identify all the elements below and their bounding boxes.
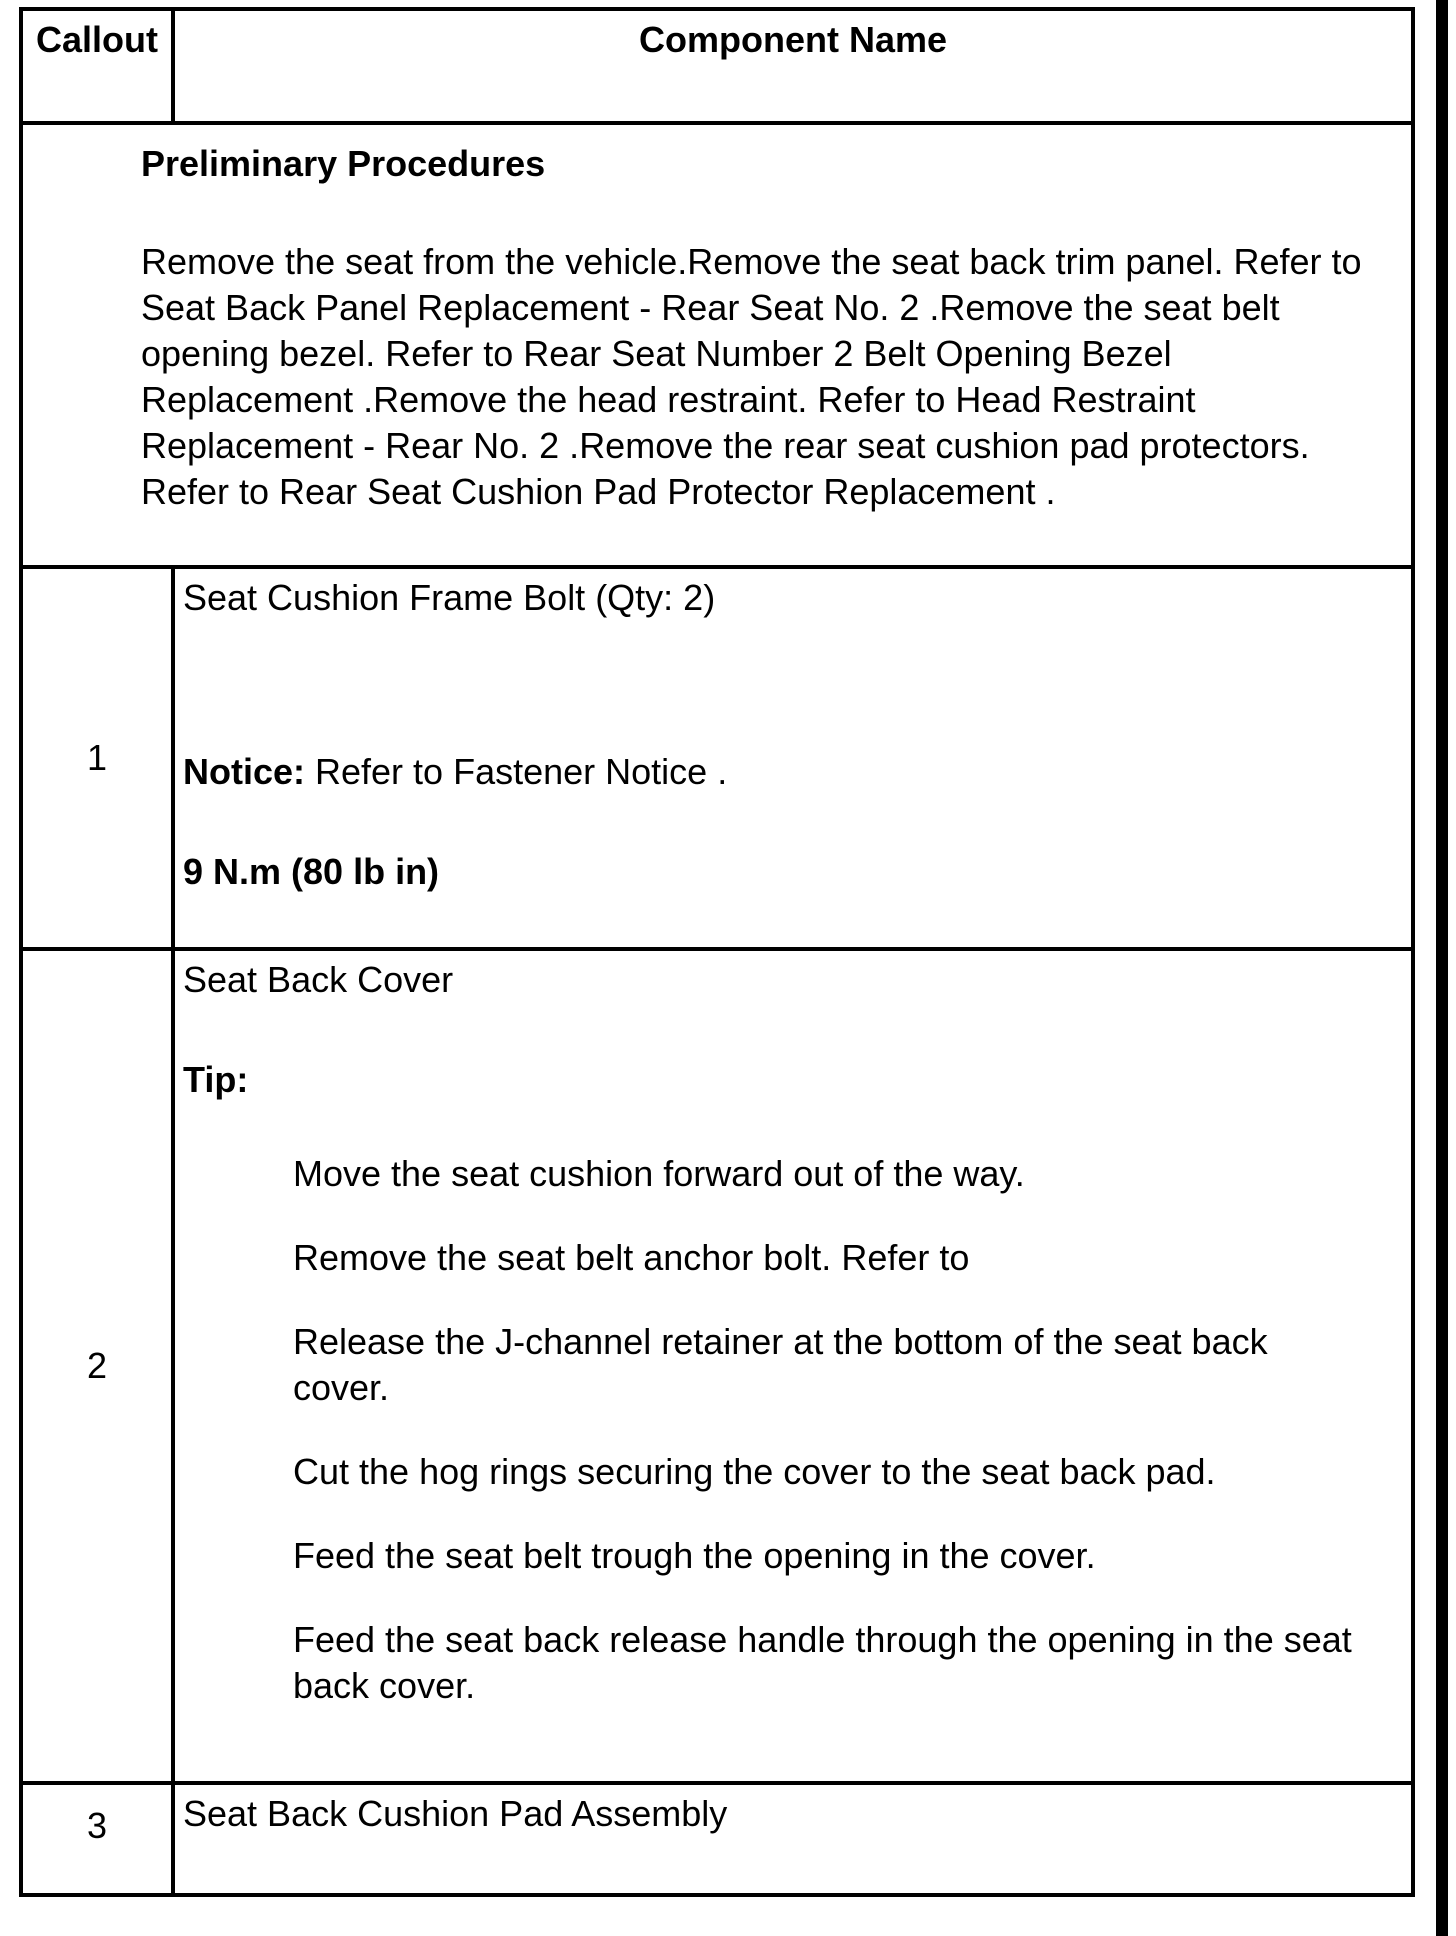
component-name: Seat Cushion Frame Bolt (Qty: 2) [183,577,716,618]
component-name: Seat Back Cushion Pad Assembly [183,1793,728,1834]
list-item: Release the J-channel retainer at the bottom of the seat back cover. [293,1321,1268,1408]
torque-spec: 9 N.m (80 lb in) [183,851,440,892]
notice-text: Refer to Fastener Notice . [305,751,728,792]
procedure-table [19,7,1415,1897]
component-cell [173,1783,1413,1895]
component-cell [173,949,1413,1783]
component-cell [173,567,1413,949]
preliminary-body: Remove the seat from the vehicle.Remove the seat back trim panel. Refer to Seat Back Panel Replacement - Rear Seat No. 2 .Remove the seat belt opening bezel. Refer to Rear Seat Number 2 Belt Opening Bezel Replacement .Remove the head restraint. Refer to Head Restraint Replacement - Rear No. 2 .Remove the rear seat cushion pad protectors. Refer to Rear Seat Cushion Pad Protector Replacement . [141,241,1362,512]
notice-line [183,749,1401,795]
callout-header-label: Callout [36,19,158,60]
notice-label: Notice: [183,751,306,792]
callout-number: 1 [21,567,173,949]
list-item: Remove the seat belt anchor bolt. Refer to [293,1237,970,1278]
preliminary-cell [21,123,1413,567]
list-item: Feed the seat back release handle through the opening in the seat back cover. [293,1619,1352,1706]
page-edge-border [1436,0,1448,1936]
callout-header [21,9,173,123]
component-name-header [173,9,1413,123]
table-row [21,1783,1413,1895]
list-item: Cut the hog rings securing the cover to the seat back pad. [293,1451,1216,1492]
list-item: Feed the seat belt trough the opening in the cover. [293,1535,1096,1576]
callout-number: 3 [21,1783,173,1895]
component-name: Seat Back Cover [183,959,454,1000]
header-row [21,9,1413,123]
component-name-header-label: Component Name [638,19,948,60]
table-row [21,567,1413,949]
tip-label: Tip: [183,1059,249,1100]
preliminary-heading: Preliminary Procedures [141,143,546,184]
tip-steps-list [183,1151,1401,1709]
preliminary-row [21,123,1413,567]
callout-number: 2 [21,949,173,1783]
table-row [21,949,1413,1783]
list-item: Move the seat cushion forward out of the way. [293,1153,1025,1194]
